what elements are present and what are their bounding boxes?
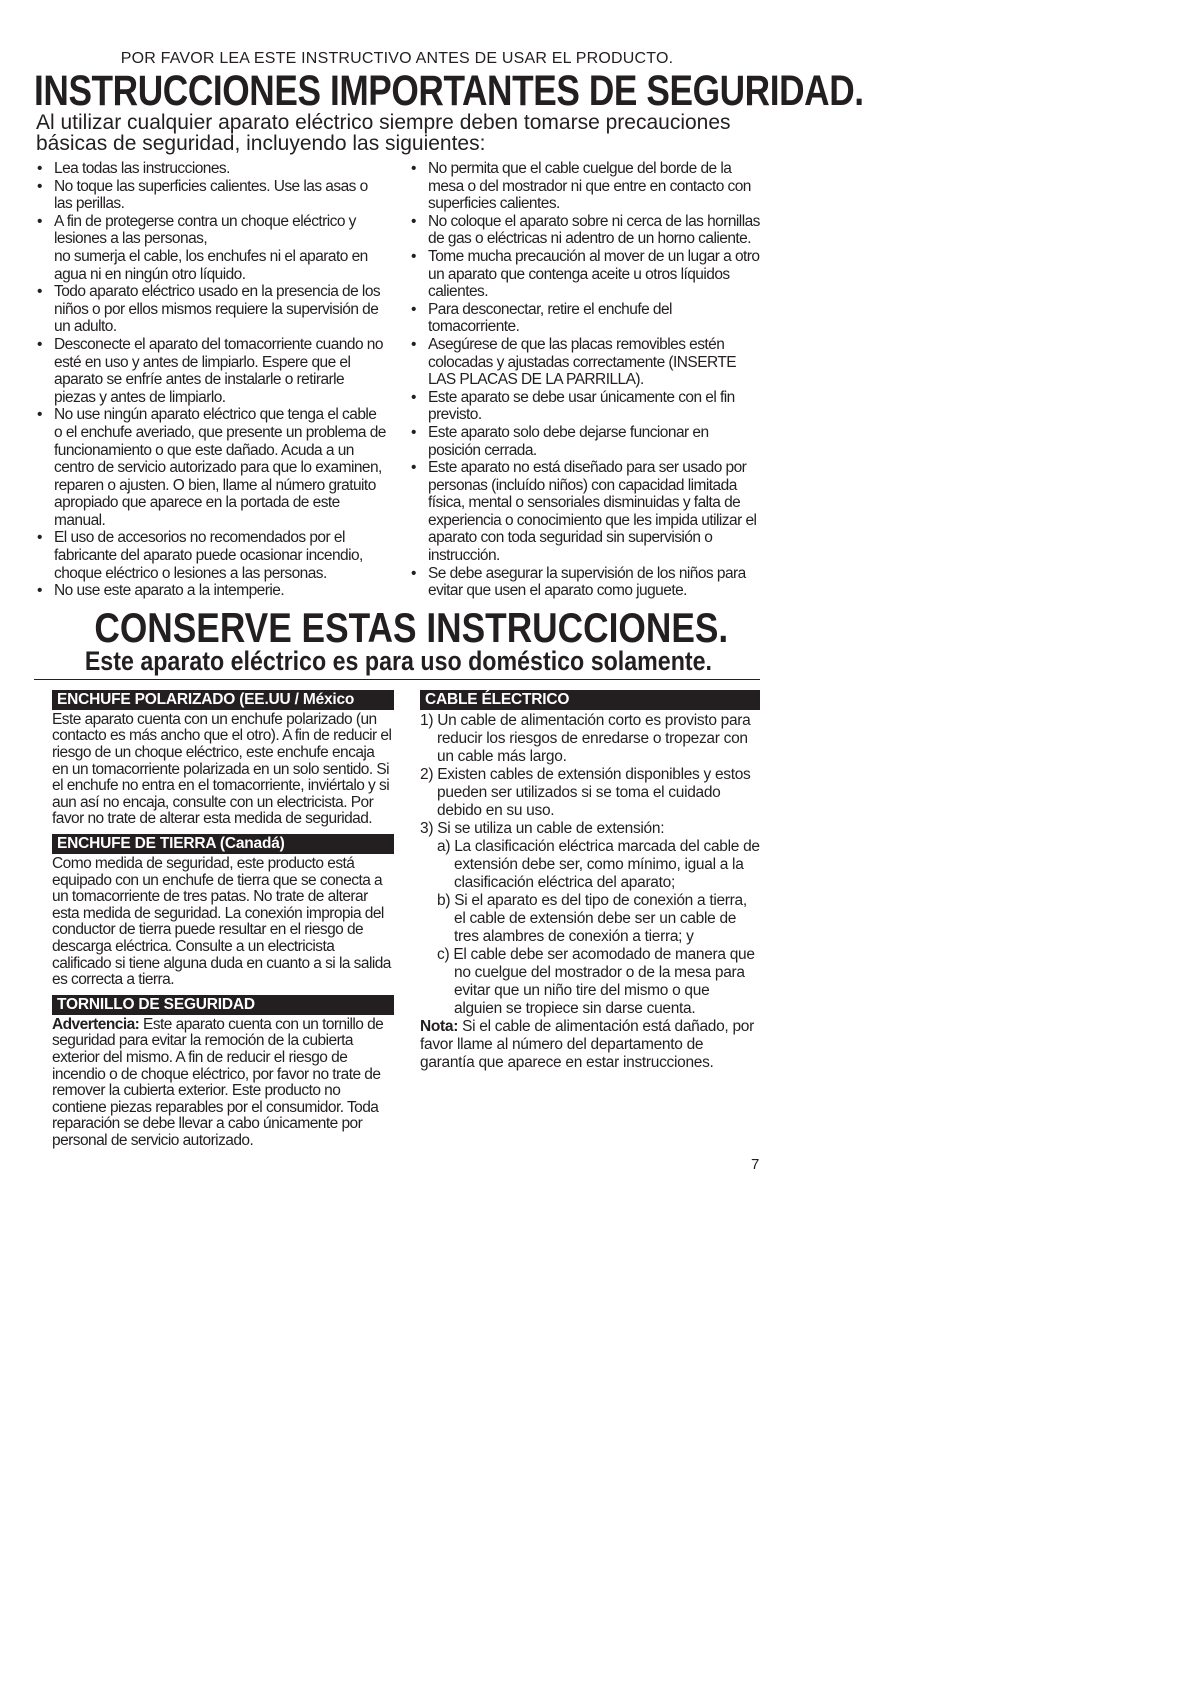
safety-item-text: Se debe asegurar la supervisión de los niños para evitar que usen el aparato como juguete. <box>428 564 746 600</box>
safety-item <box>410 248 760 301</box>
safety-item <box>36 160 386 178</box>
safety-item <box>410 565 760 600</box>
safety-item <box>36 529 386 582</box>
ground-plug-heading: ENCHUFE DE TIERRA (Canadá) <box>52 834 394 854</box>
manual-page <box>34 50 864 1156</box>
safety-item <box>410 301 760 336</box>
intro-text: Al utilizar cualquier aparato eléctrico siempre deben tomarse precauciones básicas de seguridad, incluyendo las siguientes: <box>36 111 731 155</box>
electric-cable-heading: CABLE ÉLECTRICO <box>420 690 760 710</box>
safety-item-text: Lea todas las instrucciones. <box>54 160 230 177</box>
cable-item-1: 1) Un cable de alimentación corto es provisto para reducir los riesgos de enredarse o tropezar con un cable más largo. <box>420 711 751 765</box>
safety-item <box>36 178 386 213</box>
cable-item-3: 3) Si se utiliza un cable de extensión: <box>420 819 665 837</box>
safety-column-right <box>410 160 760 600</box>
safety-item-text: Tome mucha precaución al mover de un lugar a otro un aparato que contenga aceite u otros líquidos calientes. <box>428 247 760 301</box>
page-title: INSTRUCCIONES IMPORTANTES DE SEGURIDAD. <box>34 67 864 115</box>
safety-column-left <box>36 160 386 600</box>
section-divider <box>34 679 760 680</box>
polarized-plug-text: Este aparato cuenta con un enchufe polarizado (un contacto es más ancho que el otro). A fin de reducir el riesgo de un choque eléctrico, este enchufe encaja en un tomacorriente polarizada en un solo sentido. Si el enchufe no entra en el tomacorriente, inviértalo y si aun así no encaja, consulte con un electricista. Por favor no trate de alterar esta medida de seguridad. <box>52 710 392 828</box>
plug-column <box>52 690 394 1156</box>
cable-item-2: 2) Existen cables de extensión disponibles y estos pueden ser utilizados si se toma el cuidado debido en su uso. <box>420 765 751 819</box>
safety-item <box>36 582 386 600</box>
read-first-note: POR FAVOR LEA ESTE INSTRUCTIVO ANTES DE USAR EL PRODUCTO. <box>120 50 674 67</box>
cable-note <box>420 1018 760 1072</box>
household-use-subtitle: Este aparato eléctrico es para uso doméstico solamente. <box>84 645 713 676</box>
plug-cable-columns <box>34 690 760 1156</box>
security-screw-text <box>52 1017 394 1150</box>
safety-item <box>410 424 760 459</box>
ground-plug-text: Como medida de seguridad, este producto está equipado con un enchufe de tierra que se conecta a un tomacorriente de tres patas. No trate de alterar esta medida de seguridad. La conexión impropia del conductor de tierra puede resultar en el riesgo de descarga eléctrica. Consulte a un electricista calificado si tiene alguna duda en cuanto a si la salida es correcta a tierra. <box>52 855 391 989</box>
safety-item <box>410 160 760 213</box>
safety-item-text: El uso de accesorios no recomendados por el fabricante del aparato puede ocasionar incendio, choque eléctrico o lesiones a las personas. <box>54 529 363 582</box>
cable-item-3a: a) La clasificación eléctrica marcada del cable de extensión debe ser, como mínimo, igual a la clasificación eléctrica del aparato; <box>437 837 760 891</box>
cable-column <box>420 690 760 1156</box>
safety-item-text: Desconecte el aparato del tomacorriente cuando no esté en uso y antes de limpiarlo. Espere que el aparato se enfríe antes de instalarle o retirarle piezas y antes de limpiarlo. <box>54 335 383 406</box>
safety-item-text: Este aparato solo debe dejarse funcionar en posición cerrada. <box>428 423 709 459</box>
cable-note-text: Si el cable de alimentación está dañado, por favor llame al número del departamento de garantía que aparece en estar instrucciones. <box>420 1017 754 1071</box>
safety-item <box>410 213 760 248</box>
safety-item-text: A fin de protegerse contra un choque eléctrico y lesiones a las personas, no sumerja el cable, los enchufes ni el aparato en agua ni en ningún otro líquido. <box>54 212 368 283</box>
safety-item-text: No permita que el cable cuelgue del borde de la mesa o del mostrador ni que entre en contacto con superficies calientes. <box>428 160 751 213</box>
note-label: Nota: <box>420 1017 459 1035</box>
safety-item <box>410 459 760 565</box>
safety-item <box>410 389 760 424</box>
cable-item-3b: b) Si el aparato es del tipo de conexión a tierra, el cable de extensión debe ser un cable de tres alambres de conexión a tierra; y <box>437 891 747 945</box>
safety-item-text: Asegúrese de que las placas removibles estén colocadas y ajustadas correctamente (INSERTE LAS PLACAS DE LA PARRILLA). <box>428 335 737 389</box>
polarized-plug-heading: ENCHUFE POLARIZADO (EE.UU / México <box>52 690 394 710</box>
conserve-title: CONSERVE ESTAS INSTRUCCIONES. <box>94 603 729 651</box>
safety-item-text: No coloque el aparato sobre ni cerca de las hornillas de gas o eléctricas ni adentro de un horno caliente. <box>428 212 760 248</box>
warning-label: Advertencia: <box>52 1015 140 1033</box>
safety-item <box>410 336 760 389</box>
safety-columns <box>34 160 760 600</box>
safety-list-right <box>410 160 760 600</box>
conserve-block <box>34 603 760 676</box>
safety-list-left <box>36 160 386 600</box>
safety-item-text: No toque las superficies calientes. Use las asas o las perillas. <box>54 177 368 213</box>
cable-instructions <box>420 712 760 1018</box>
safety-item <box>36 213 386 283</box>
page-number: 7 <box>751 1156 760 1173</box>
safety-item <box>36 283 386 336</box>
cable-item-3c: c) El cable debe ser acomodado de manera que no cuelgue del mostrador o de la mesa para evitar que un niño tire del mismo o que alguien se tropiece sin darse cuenta. <box>437 945 755 1017</box>
safety-item <box>36 406 386 529</box>
security-screw-heading: TORNILLO DE SEGURIDAD <box>52 995 394 1015</box>
safety-item-text: Este aparato no está diseñado para ser usado por personas (incluído niños) con capacidad limitada física, mental o sensoriales disminuidas y falta de experiencia o conocimiento que les impida utilizar el aparato con toda seguridad sin supervisión o instrucción. <box>428 459 757 565</box>
security-screw-body: Este aparato cuenta con un tornillo de seguridad para evitar la remoción de la cubierta exterior del mismo. A fin de reducir el riesgo de incendio o de choque eléctrico, por favor no trate de remover la cubierta exterior. Este producto no contiene piezas reparables por el consumidor. Toda reparación se debe llevar a cabo únicamente por personal de servicio autorizado. <box>52 1015 384 1149</box>
safety-item-text: No use ningún aparato eléctrico que tenga el cable o el enchufe averiado, que presente un problema de funcionamiento o que este dañado. Acuda a un centro de servicio autorizado para que lo examinen, reparen o ajusten. O bien, llame al número gratuito apropiado que aparece en la portada de este manual. <box>54 406 386 529</box>
safety-item-text: Este aparato se debe usar únicamente con el fin previsto. <box>428 388 735 424</box>
safety-item-text: Para desconectar, retire el enchufe del tomacorriente. <box>428 300 672 336</box>
safety-item <box>36 336 386 406</box>
safety-item-text: No use este aparato a la intemperie. <box>54 582 285 600</box>
safety-item-text: Todo aparato eléctrico usado en la presencia de los niños o por ellos mismos requiere la supervisión de un adulto. <box>54 283 381 336</box>
